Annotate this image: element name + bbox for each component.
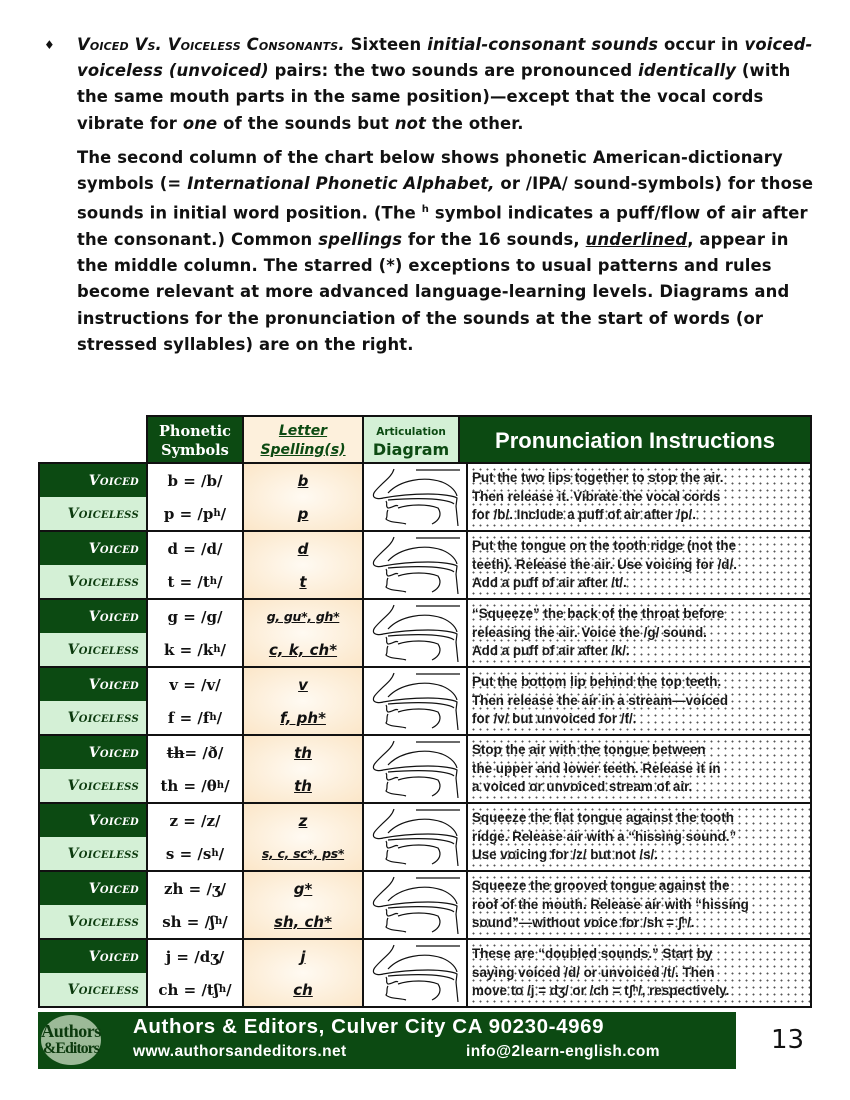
voiceless-symbol: [148, 565, 242, 598]
voicing-label-cell: [40, 804, 148, 870]
symbol-text: /: [217, 572, 223, 591]
voiced-symbol: [148, 872, 242, 905]
voiced-label: Voiced: [40, 464, 146, 497]
spelling-text: f, ph*: [280, 708, 326, 727]
spelling-text: j: [300, 947, 306, 966]
voiced-symbol: [148, 940, 242, 973]
voiceless-spelling: [244, 565, 362, 598]
voicing-label-cell: [40, 464, 148, 530]
struck-text: th: [166, 743, 185, 762]
symbol-text: j = /dʒ: [165, 947, 219, 966]
voiced-label: Voiced: [40, 940, 146, 973]
pronunciation-instructions-cell: [468, 804, 810, 870]
pronunciation-instructions-cell: [468, 668, 810, 734]
symbol-text: /: [218, 844, 225, 863]
voiceless-label: Voiceless: [40, 837, 146, 870]
text: symbol indicates a puff/flow of air after the consonant.) Common: [77, 203, 808, 249]
symbol-text: k = /k: [163, 640, 214, 659]
instruction-text: Stop the air with the tongue between the upper and lower teeth. Release it in a voiced or unvoiced stream of air.: [472, 742, 721, 795]
consonant-pair-row: [40, 736, 810, 804]
chart-header: [146, 415, 812, 464]
symbol-text: d = /d: [167, 539, 217, 558]
text: The second column of the chart below shows phonetic American-dictionary symbols (=: [77, 147, 783, 194]
mouth-diagram-icon: [366, 466, 464, 528]
voiceless-symbol: [148, 973, 242, 1006]
voiced-symbol: [148, 668, 242, 701]
voiceless-label: Voiceless: [40, 633, 146, 666]
italic-text: spellings: [318, 229, 403, 249]
instruction-text: Squeeze the flat tongue against the tooth ridge. Release air with a “hissing sound.” Use voicing for /z/ but not /s/.: [472, 810, 737, 863]
voicing-label-cell: [40, 736, 148, 802]
spelling-text: z: [298, 811, 308, 830]
text: for the 16 sounds,: [402, 229, 586, 249]
header-text: Phonetic: [159, 422, 231, 440]
mouth-diagram-icon: [366, 738, 464, 800]
mouth-diagram-icon: [366, 602, 464, 664]
superscript: h: [421, 204, 430, 216]
voiced-spelling: [244, 804, 362, 837]
pronunciation-instructions-cell: [468, 940, 810, 1006]
italic-text: voiced-voiceless (unvoiced): [77, 35, 813, 81]
header-letter-spellings: [244, 417, 364, 464]
letter-spelling-cell: [244, 940, 364, 1006]
website-link[interactable]: www.authorsandeditors.net: [133, 1043, 347, 1060]
letter-spelling-cell: [244, 464, 364, 530]
mouth-diagram-icon: [366, 874, 464, 936]
aspiration-superscript: h: [209, 576, 218, 587]
voiced-spelling: [244, 668, 362, 701]
section-heading: Voiced Vs. Voiceless Consonants.: [77, 35, 345, 54]
voiceless-label: Voiceless: [40, 565, 146, 598]
symbol-text: /: [222, 912, 228, 931]
publisher-footer: [38, 1012, 736, 1069]
page-number: 13: [771, 1025, 805, 1055]
articulation-diagram-cell: [364, 872, 468, 938]
voiceless-spelling: [244, 497, 362, 530]
mouth-diagram-icon: [366, 806, 464, 868]
aspiration-superscript: h: [216, 780, 225, 791]
publisher-address: Authors & Editors, Culver City CA 90230-4969: [133, 1015, 605, 1038]
pronunciation-instructions-cell: [468, 736, 810, 802]
text: , appear in the middle column. The starred (*) exceptions to usual patterns and rules become relevant at more advanced language-learning levels. Diagrams and instructions for the pronunciation of the sounds at the start of words (or stressed syllables) are on the right.: [77, 229, 790, 354]
voiced-label: Voiced: [40, 804, 146, 837]
text: or /IPA/ sound-symbols) for those sounds in initial word position. (The: [77, 174, 814, 223]
text: of the sounds but: [217, 113, 395, 133]
voiced-symbol: [148, 464, 242, 497]
header-text: Symbols: [161, 441, 229, 459]
spelling-text: s, c, sc*, ps*: [261, 846, 345, 861]
symbol-text: p = /p: [163, 504, 214, 523]
voiced-label: Voiced: [40, 600, 146, 633]
articulation-diagram-cell: [364, 804, 468, 870]
spelling-text: g*: [293, 879, 313, 898]
voiced-spelling: [244, 872, 362, 905]
voiced-symbol: [148, 600, 242, 633]
header-text: Diagram: [372, 439, 450, 459]
aspiration-superscript: h: [213, 644, 221, 655]
symbol-text: sh = /ʃ: [162, 912, 216, 931]
aspiration-superscript: h: [213, 508, 221, 519]
symbol-text: /: [217, 743, 224, 762]
chart-body: [38, 462, 812, 1008]
voiceless-spelling: [244, 701, 362, 734]
symbol-text: /: [216, 539, 223, 558]
symbol-text: /: [216, 607, 223, 626]
italic-text: one: [182, 113, 218, 133]
intro-section: [44, 32, 824, 358]
voiced-symbol: [148, 804, 242, 837]
voiceless-spelling: [244, 973, 362, 1006]
aspiration-superscript: h: [218, 984, 227, 995]
pronunciation-instructions-cell: [468, 464, 810, 530]
phonetic-symbol-cell: [148, 736, 244, 802]
aspiration-superscript: h: [209, 712, 217, 723]
text: pairs: the two sounds are pronounced: [268, 61, 639, 81]
header-text: Articulation: [376, 425, 446, 438]
voiceless-symbol: [148, 837, 242, 870]
voiceless-symbol: [148, 769, 242, 802]
phonetic-symbol-cell: [148, 668, 244, 734]
spelling-text: th: [294, 776, 312, 795]
spelling-text: p: [297, 504, 309, 523]
symbol-text: /: [216, 471, 223, 490]
header-text: Spelling(s): [260, 441, 346, 458]
instruction-text: Put the two lips together to stop the air. Then release it. Vibrate the vocal cords for /b/. Include a puff of air after /p/.: [472, 470, 724, 523]
text: Sixteen: [344, 35, 428, 54]
instruction-text: Squeeze the grooved tongue against the roof of the mouth. Release air with “hissing sound”—without voice for /sh = ʃʰ/.: [472, 878, 749, 931]
spelling-text: d: [297, 539, 309, 558]
phonetic-symbol-cell: [148, 600, 244, 666]
spelling-text: t: [299, 572, 307, 591]
articulation-diagram-cell: [364, 532, 468, 598]
consonant-pair-row: [40, 532, 810, 600]
voiceless-label: Voiceless: [40, 973, 146, 1006]
mouth-diagram-icon: [366, 670, 464, 732]
italic-text: International Phonetic Alphabet,: [187, 174, 495, 194]
spelling-text: th: [294, 743, 312, 762]
logo-text: Authors: [41, 1021, 101, 1041]
voiceless-spelling: [244, 837, 362, 870]
symbol-text: zh = /ʒ: [164, 879, 221, 898]
text: (with the same mouth parts in the same position)—except that the vocal cords vibrate for: [77, 61, 791, 133]
voiceless-spelling: [244, 633, 362, 666]
voiceless-symbol: [148, 497, 242, 530]
instruction-text: “Squeeze” the back of the throat before releasing the air. Voice the /g/ sound. Add a puff of air after /k/.: [472, 606, 725, 659]
italic-text: identically: [638, 61, 737, 81]
symbol-text: s = /s: [165, 844, 212, 863]
pronunciation-instructions-cell: [468, 600, 810, 666]
aspiration-superscript: h: [215, 916, 223, 927]
voiced-spelling: [244, 464, 362, 497]
voiced-spelling: [244, 940, 362, 973]
underlined-text: underlined: [585, 229, 688, 249]
symbol-text: ch = /tʃ: [158, 980, 219, 999]
symbol-text: /: [215, 811, 221, 830]
symbol-text: /: [216, 708, 223, 727]
voiceless-label: Voiceless: [40, 905, 146, 938]
spelling-text: g, gu*, gh*: [266, 609, 340, 624]
phonetic-symbol-cell: [148, 532, 244, 598]
symbol-text: /: [220, 640, 227, 659]
pronunciation-instructions-cell: [468, 532, 810, 598]
mouth-diagram-icon: [366, 534, 464, 596]
letter-spelling-cell: [244, 736, 364, 802]
voiceless-symbol: [148, 701, 242, 734]
phonetic-symbol-cell: [148, 464, 244, 530]
spelling-text: ch: [293, 980, 313, 999]
voicing-label-cell: [40, 872, 148, 938]
consonant-pair-row: [40, 668, 810, 736]
consonant-pair-row: [40, 600, 810, 668]
voicing-label-cell: [40, 940, 148, 1006]
aspiration-superscript: h: [211, 848, 219, 859]
instruction-text: Put the bottom lip behind the top teeth. Then release the air in a stream—voiced for /v/ but unvoiced for /f/.: [472, 674, 729, 727]
symbol-text: /: [220, 504, 227, 523]
symbol-text: /: [226, 980, 232, 999]
header-text: Letter: [278, 422, 328, 439]
spelling-text: b: [297, 471, 309, 490]
email-link[interactable]: info@2learn-english.com: [466, 1043, 660, 1060]
letter-spelling-cell: [244, 532, 364, 598]
letter-spelling-cell: [244, 804, 364, 870]
header-phonetic-symbols: [148, 417, 244, 464]
voiced-spelling: [244, 600, 362, 633]
spelling-text: c, k, ch*: [268, 640, 338, 659]
consonant-pair-row: [40, 464, 810, 532]
spelling-text: sh, ch*: [274, 912, 332, 931]
header-text: Pronunciation Instructions: [495, 427, 775, 453]
voiced-spelling: [244, 736, 362, 769]
instruction-text: These are “doubled sounds.” Start by saying voiced /d/ or unvoiced /t/. Then move to /j = dʒ/ or /ch = tʃʰ/, respectively.: [472, 946, 730, 999]
voiceless-label: Voiceless: [40, 701, 146, 734]
spelling-text: v: [298, 675, 308, 694]
letter-spelling-cell: [244, 600, 364, 666]
voiced-label: Voiced: [40, 668, 146, 701]
articulation-diagram-cell: [364, 668, 468, 734]
symbol-text: f = /f: [167, 708, 210, 727]
mouth-diagram-icon: [366, 942, 464, 1004]
voiced-symbol: [148, 532, 242, 565]
voiced-label: Voiced: [40, 736, 146, 769]
symbol-text: z = /z: [169, 811, 216, 830]
voicing-label-cell: [40, 668, 148, 734]
consonant-pair-row: [40, 872, 810, 940]
phonetic-symbol-cell: [148, 872, 244, 938]
voiced-spelling: [244, 532, 362, 565]
italic-text: not: [394, 113, 427, 133]
articulation-diagram-cell: [364, 940, 468, 1006]
voiceless-spelling: [244, 905, 362, 938]
instruction-text: Put the tongue on the tooth ridge (not the teeth). Release the air. Use voicing for /d/. Add a puff of air after /t/.: [472, 538, 737, 591]
letter-spelling-cell: [244, 668, 364, 734]
symbol-text: /: [224, 776, 230, 795]
symbol-text: /: [215, 675, 221, 694]
voiceless-spelling: [244, 769, 362, 802]
symbol-text: b = /b: [167, 471, 217, 490]
symbol-text: /: [218, 947, 225, 966]
phonetic-symbol-cell: [148, 804, 244, 870]
symbol-text: /: [220, 879, 226, 898]
articulation-diagram-cell: [364, 600, 468, 666]
logo-text: &Editors: [43, 1040, 99, 1057]
consonant-pair-row: [40, 804, 810, 872]
symbol-text: = /ð: [184, 743, 218, 762]
voiced-label: Voiced: [40, 532, 146, 565]
bullet-icon: ♦: [44, 38, 55, 52]
header-articulation-diagram: [364, 417, 460, 464]
voiceless-symbol: [148, 633, 242, 666]
voiced-label: Voiced: [40, 872, 146, 905]
symbol-text: v = /v: [169, 675, 216, 694]
text: the other.: [426, 113, 524, 133]
header-pronunciation-instructions: [460, 417, 810, 464]
intro-paragraph-2: [44, 145, 824, 358]
voicing-label-cell: [40, 532, 148, 598]
italic-text: initial-consonant sounds: [427, 35, 659, 54]
voiceless-label: Voiceless: [40, 497, 146, 530]
symbol-text: t = /t: [167, 572, 210, 591]
text: occur in: [658, 35, 745, 54]
voiceless-label: Voiceless: [40, 769, 146, 802]
voiced-symbol: [148, 736, 242, 769]
articulation-diagram-cell: [364, 464, 468, 530]
articulation-diagram-cell: [364, 736, 468, 802]
voiceless-symbol: [148, 905, 242, 938]
phonetic-symbol-cell: [148, 940, 244, 1006]
voicing-label-cell: [40, 600, 148, 666]
pronunciation-instructions-cell: [468, 872, 810, 938]
symbol-text: th = /θ: [160, 776, 217, 795]
symbol-text: g = /g: [167, 607, 217, 626]
letter-spelling-cell: [244, 872, 364, 938]
consonant-pair-row: [40, 940, 810, 1006]
publisher-logo: [41, 1015, 101, 1065]
intro-paragraph-1: [44, 32, 824, 137]
